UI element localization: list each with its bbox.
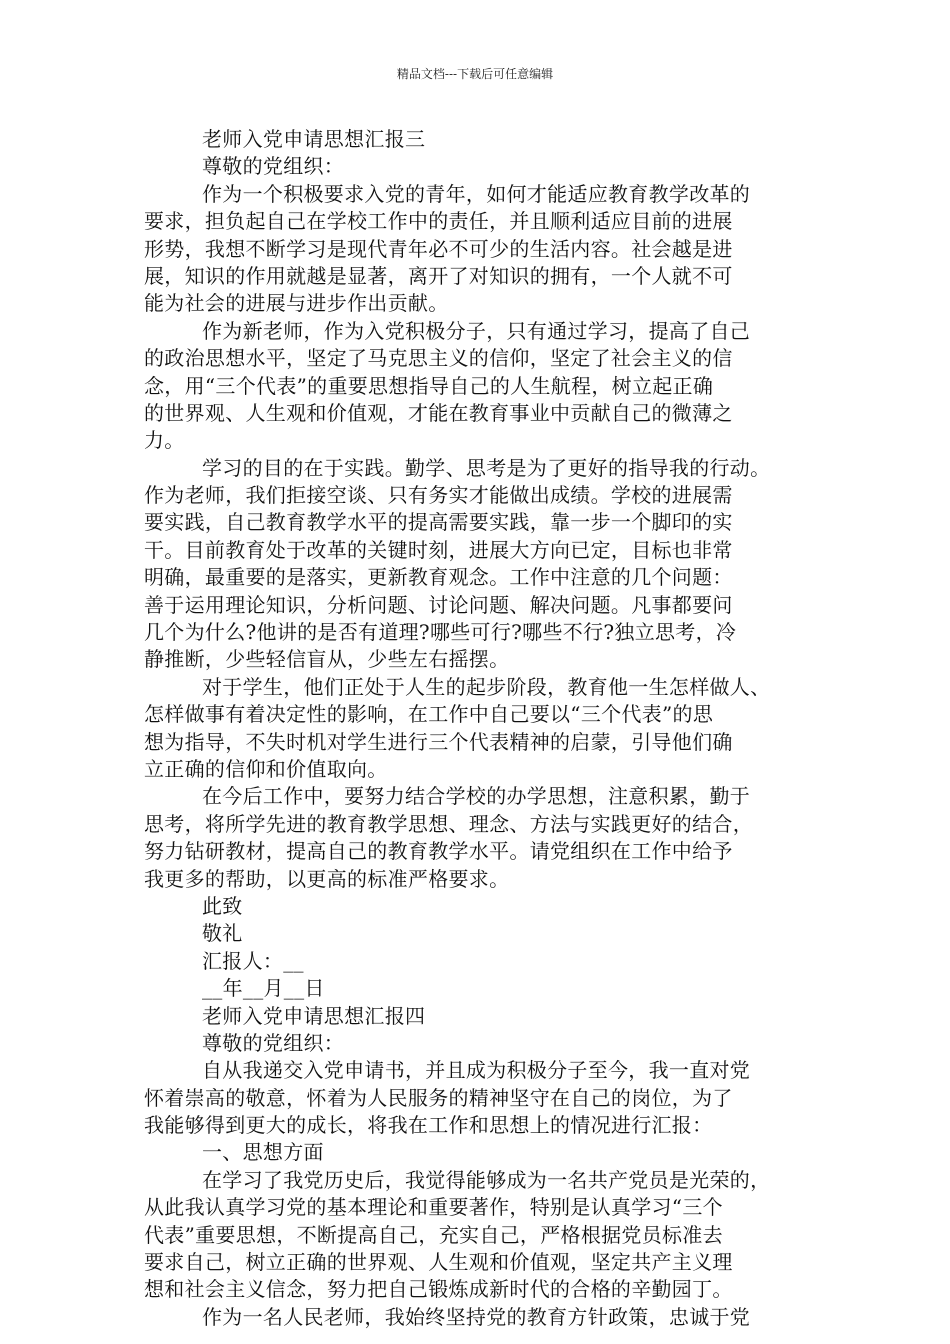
text-line: 想为指导，不失时机对学生进行三个代表精神的启蒙，引导他们确 xyxy=(144,729,733,754)
text-line: 在今后工作中，要努力结合学校的办学思想，注意积累，勤于 xyxy=(202,784,751,809)
text-line: 的世界观、人生观和价值观，才能在教育事业中贡献自己的微薄之 xyxy=(144,400,733,425)
text-line: 自从我递交入党申请书，并且成为积极分子至今，我一直对党 xyxy=(202,1058,751,1083)
text-line: 能为社会的进展与进步作出贡献。 xyxy=(144,291,449,316)
text-line: 形势，我想不断学习是现代青年必不可少的生活内容。社会越是进 xyxy=(144,236,733,261)
text-line: 怎样做事有着决定性的影响，在工作中自己要以“三个代表”的思 xyxy=(144,702,714,727)
text-line: 代表”重要思想，不断提高自己，充实自己，严格根据党员标准去 xyxy=(144,1222,723,1247)
text-line: 学习的目的在于实践。勤学、思考是为了更好的指导我的行动。 xyxy=(202,455,771,480)
text-line: 要求，担负起自己在学校工作中的责任，并且顺利适应目前的进展 xyxy=(144,209,733,234)
text-line: 在学习了我党历史后，我觉得能够成为一名共产党员是光荣的， xyxy=(202,1167,771,1192)
text-line: 力。 xyxy=(144,428,185,453)
text-line: 明确，最重要的是落实，更新教育观念。工作中注意的几个问题： xyxy=(144,565,733,590)
document-body xyxy=(144,126,810,1331)
text-line: 作为老师，我们拒接空谈、只有务实才能做出成绩。学校的进展需 xyxy=(144,483,733,508)
text-line: 要求自己，树立正确的世界观、人生观和价值观，坚定共产主义理 xyxy=(144,1250,733,1275)
text-line: 对于学生，他们正处于人生的起步阶段，教育他一生怎样做人、 xyxy=(202,674,771,699)
text-line: 此致 xyxy=(202,893,243,918)
text-line: 作为一个积极要求入党的青年，如何才能适应教育教学改革的 xyxy=(202,181,751,206)
page-header: 精品文档---下载后可任意编辑 xyxy=(396,67,554,81)
text-line: 静推断，少些轻信盲从，少些左右摇摆。 xyxy=(144,647,510,672)
text-line: 老师入党申请思想汇报三 xyxy=(202,127,426,151)
text-line: 尊敬的党组织： xyxy=(202,1030,345,1055)
text-line: 老师入党申请思想汇报四 xyxy=(202,1003,426,1028)
text-line: 我能够得到更大的成长，将我在工作和思想上的情况进行汇报： xyxy=(144,1113,713,1138)
text-line: 一、思想方面 xyxy=(202,1140,324,1165)
text-line: 我更多的帮助，以更高的标准严格要求。 xyxy=(144,866,510,891)
text-line: 尊敬的党组织： xyxy=(202,154,345,179)
text-line: 念，用“三个代表”的重要思想指导自己的人生航程，树立起正确 xyxy=(144,373,714,398)
text-line: 立正确的信仰和价值取向。 xyxy=(144,756,388,781)
text-line: 要实践，自己教育教学水平的提高需要实践，靠一步一个脚印的实 xyxy=(144,510,733,535)
text-line: 作为新老师，作为入党积极分子，只有通过学习，提高了自己 xyxy=(202,318,751,343)
text-line: 善于运用理论知识，分析问题、讨论问题、解决问题。凡事都要问 xyxy=(144,592,733,617)
text-line: 想和社会主义信念，努力把自己锻炼成新时代的合格的辛勤园丁。 xyxy=(144,1277,733,1302)
text-line: 努力钻研教材，提高自己的教育教学水平。请党组织在工作中给予 xyxy=(144,839,733,864)
text-line: 的政治思想水平，坚定了马克思主义的信仰，坚定了社会主义的信 xyxy=(144,346,733,371)
text-line: 展，知识的作用就越是显著，离开了对知识的拥有，一个人就不可 xyxy=(144,263,733,288)
text-line: 思考，将所学先进的教育教学思想、理念、方法与实践更好的结合， xyxy=(144,811,753,836)
text-line: 敬礼 xyxy=(202,921,243,946)
text-line: __年__月__日 xyxy=(202,976,325,1001)
text-line: 从此我认真学习党的基本理论和重要著作，特别是认真学习“三个 xyxy=(144,1195,723,1220)
text-line: 几个为什么?他讲的是否有道理?哪些可行?哪些不行?独立思考，冷 xyxy=(144,620,737,645)
text-line: 怀着崇高的敬意，怀着为人民服务的精神坚守在自己的岗位，为了 xyxy=(144,1085,733,1110)
text-line: 作为一名人民老师，我始终坚持党的教育方针政策，忠诚于党 xyxy=(202,1304,751,1329)
text-line: 汇报人：__ xyxy=(202,948,304,973)
text-line: 干。目前教育处于改革的关键时刻，进展大方向已定，目标也非常 xyxy=(144,537,733,562)
